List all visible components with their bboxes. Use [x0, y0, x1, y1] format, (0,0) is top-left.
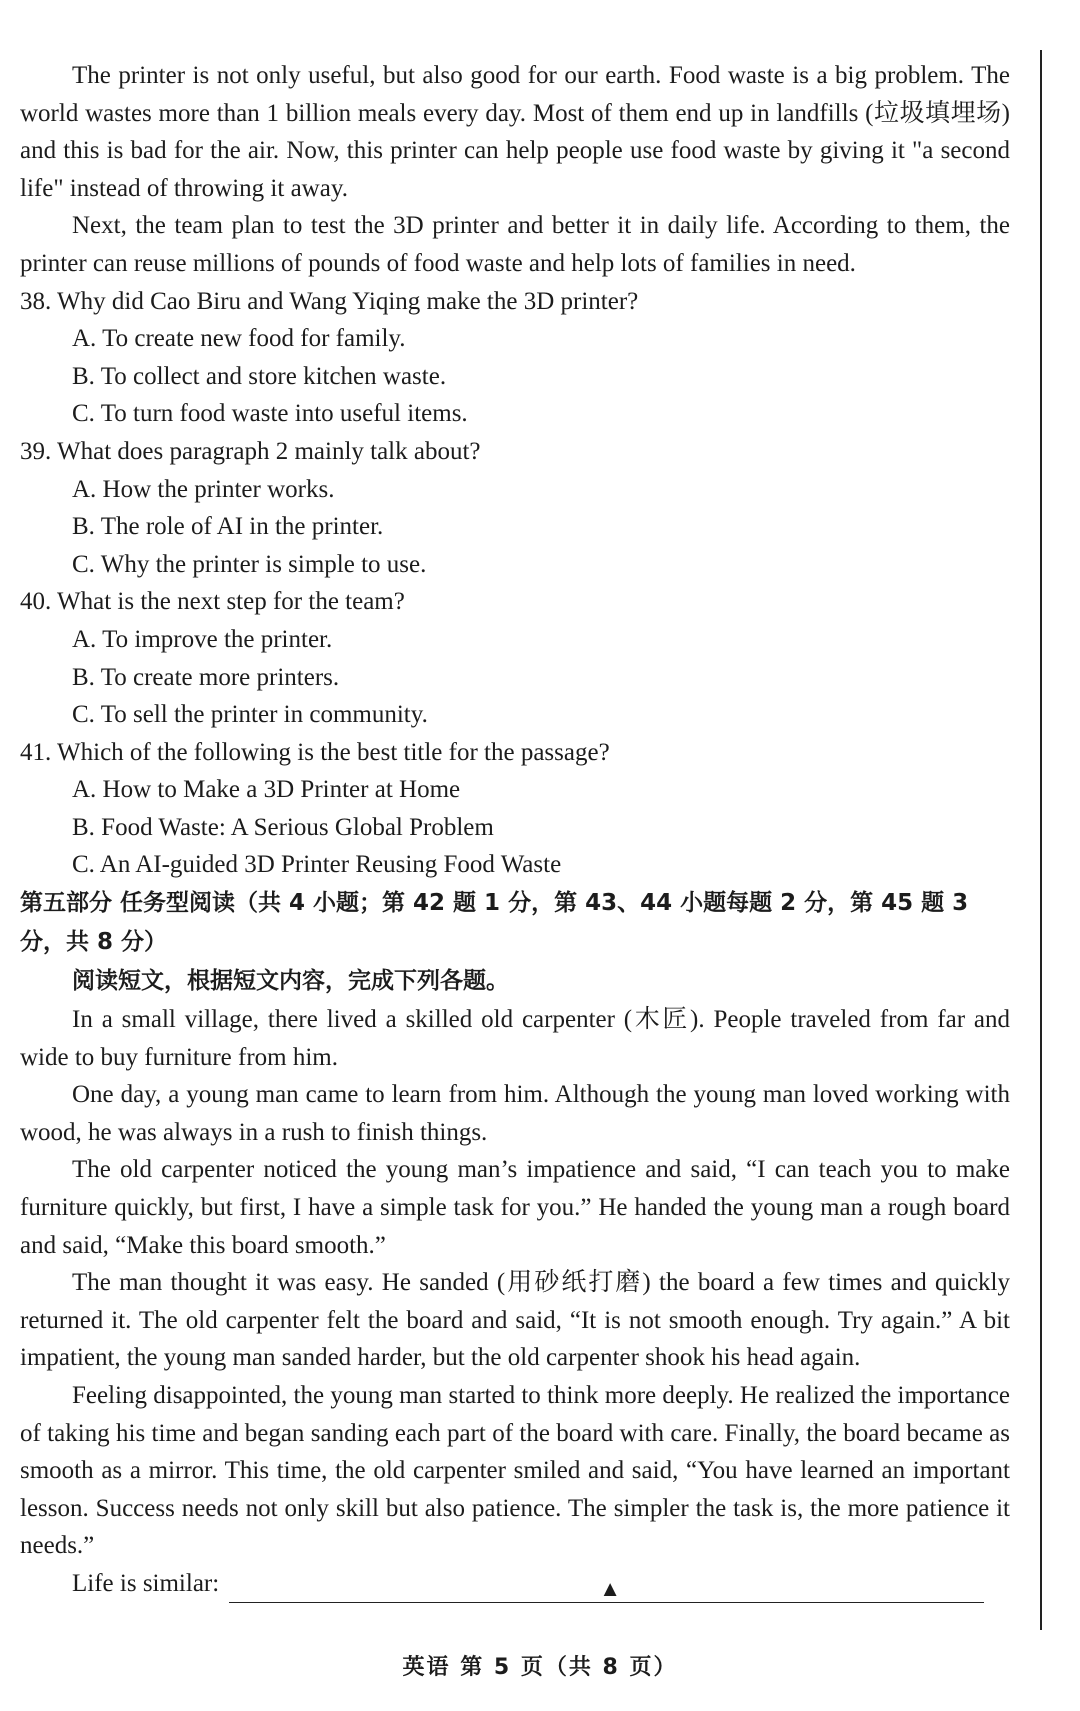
question-38: [20, 283, 1010, 433]
answer-option[interactable]: B. The role of AI in the printer.: [72, 513, 384, 541]
answer-blank[interactable]: [229, 1572, 984, 1603]
section-heading: 第五部分 任务型阅读（共 4 小题；第 42 题 1 分，第 43、44 小题每题 2 分，第 45 题 3 分，共 8 分）: [20, 890, 969, 956]
passage-paragraph: One day, a young man came to learn from him. Although the young man loved working with wood, he was always in a rush to finish things.: [20, 1081, 1010, 1146]
passage-paragraph: Next, the team plan to test the 3D printer and better it in daily life. According to them, the printer can reuse millions of pounds of food waste and help lots of families in need.: [20, 212, 1010, 277]
answer-option[interactable]: C. To sell the printer in community.: [72, 701, 428, 729]
answer-option[interactable]: A. How the printer works.: [72, 475, 335, 503]
question-stem: 40. What is the next step for the team?: [20, 588, 405, 616]
question-39: [20, 433, 1010, 583]
question-41: [20, 734, 1010, 884]
answer-option[interactable]: A. How to Make a 3D Printer at Home: [72, 776, 461, 804]
right-margin-rule: [1040, 50, 1042, 1630]
answer-option[interactable]: A. To create new food for family.: [72, 325, 406, 353]
exam-page-content: [20, 57, 1010, 1603]
question-40: [20, 583, 1010, 733]
passage-paragraph: The man thought it was easy. He sanded (用砂纸打磨) the board a few times and quickly returned it. The old carpenter felt the board and said, “It is not smooth enough. Try again.” A bit impatient, the young man sanded harder, but the old carpenter shook his head again.: [20, 1269, 1010, 1372]
question-stem: 38. Why did Cao Biru and Wang Yiqing make the 3D printer?: [20, 287, 639, 315]
question-stem: 39. What does paragraph 2 mainly talk about?: [20, 437, 481, 465]
answer-option[interactable]: C. Why the printer is simple to use.: [72, 550, 427, 578]
answer-option[interactable]: B. Food Waste: A Serious Global Problem: [72, 813, 494, 841]
triangle-marker-icon: ▲: [599, 1575, 621, 1601]
answer-option[interactable]: B. To collect and store kitchen waste.: [72, 362, 447, 390]
passage-paragraph: The printer is not only useful, but also good for our earth. Food waste is a big problem. The world wastes more than 1 billion meals every day. Most of them end up in landfills (垃圾填埋场) and this is bad for the air. Now, this printer can help people use food waste by giving it "a second life" instead of throwing it away.: [20, 62, 1010, 202]
section-instruction: 阅读短文，根据短文内容，完成下列各题。: [72, 968, 509, 995]
answer-option[interactable]: B. To create more printers.: [72, 663, 340, 691]
answer-option[interactable]: A. To improve the printer.: [72, 625, 333, 653]
passage-paragraph: Feeling disappointed, the young man started to think more deeply. He realized the importance of taking his time and began sanding each part of the board with care. Finally, the board became as smooth as a mirror. This time, the old carpenter smiled and said, “You have learned an important lesson. Success needs not only skill but also patience. The simpler the task is, the more patience it needs.”: [20, 1382, 1010, 1560]
passage-paragraph: The old carpenter noticed the young man’s impatience and said, “I can teach you to make furniture quickly, but first, I have a simple task for you.” He handed the young man a rough board and said, “Make this board smooth.”: [20, 1156, 1010, 1259]
passage-paragraph: In a small village, there lived a skilled old carpenter (木匠). People traveled from far and wide to buy furniture from him.: [20, 1006, 1010, 1071]
question-stem: 41. Which of the following is the best title for the passage?: [20, 738, 610, 766]
answer-option[interactable]: C. To turn food waste into useful items.: [72, 400, 468, 428]
fill-in-blank-row: [20, 1565, 1010, 1603]
blank-label: Life is similar:: [72, 1569, 220, 1597]
answer-option[interactable]: C. An AI-guided 3D Printer Reusing Food Waste: [72, 851, 562, 879]
page-footer: 英语 第 5 页（共 8 页）: [402, 1655, 678, 1680]
